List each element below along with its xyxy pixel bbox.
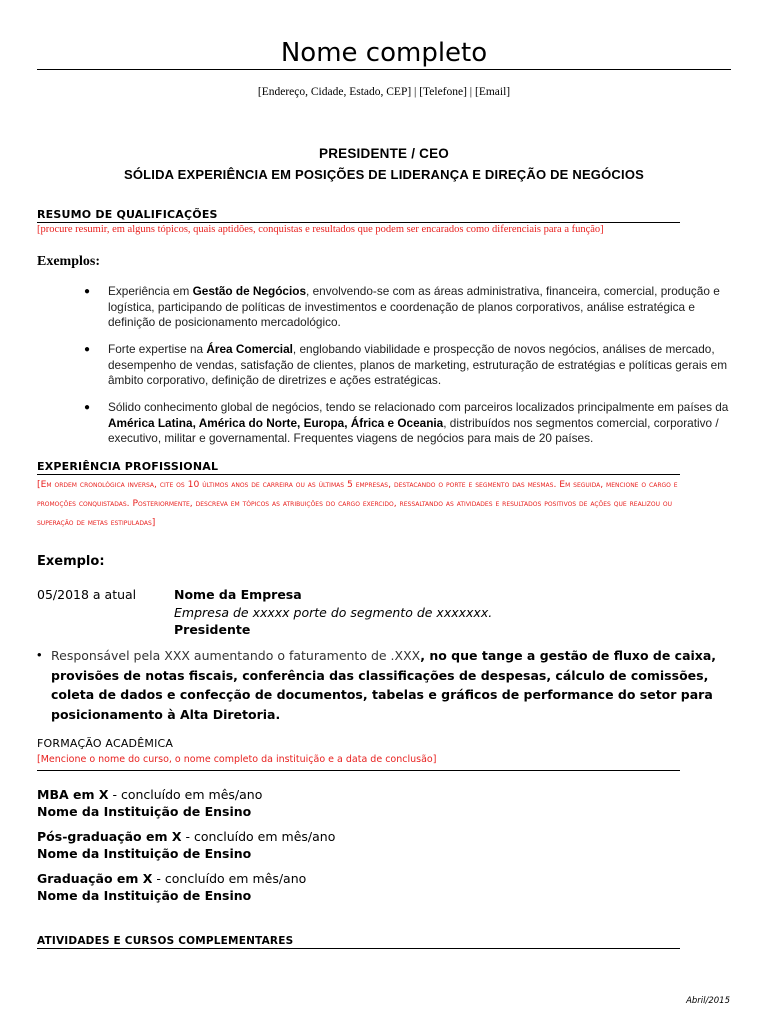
activities-heading: ATIVIDADES E CURSOS COMPLEMENTARES (37, 935, 294, 947)
bullet-marker: ● (84, 344, 91, 355)
summary-bullet: Experiência em Gestão de Negócios, envolvendo-se com as áreas administrativa, financeira, comercial, produção e logística, participando de políticas de investimentos e coordenação de planos corporativos, análise estratégica e definição de posicionamento mercadológico. (108, 284, 720, 330)
education-heading: FORMAÇÃO ACADÊMICA (37, 737, 174, 750)
experience-heading: EXPERIÊNCIA PROFISSIONAL (37, 460, 219, 473)
summary-bullet: Forte expertise na Área Comercial, englobando viabilidade e prospecção de novos negócios, análises de mercado, desempenho de vendas, satisfação de clientes, planos de marketing, estruturação de estratégias e políticas gerais em âmbito corporativo, definição de diretrizes e ações estratégicas. (108, 342, 728, 388)
example-label: Exemplo: (37, 554, 105, 569)
summary-rule (37, 222, 680, 223)
education-instruction: [Mencione o nome do curso, o nome completo da instituição e a data de conclusão] (37, 754, 437, 765)
education-institution: Nome da Instituição de Ensino (37, 888, 252, 903)
summary-instruction: [procure resumir, em alguns tópicos, quais aptidões, conquistas e resultados que podem ser encarados como diferenciais para a função] (37, 224, 604, 235)
role-title: PRESIDENTE / CEO (319, 146, 449, 161)
role-subtitle: SÓLIDA EXPERIÊNCIA EM POSIÇÕES DE LIDERANÇA E DIREÇÃO DE NEGÓCIOS (123, 167, 645, 182)
full-name: Nome completo (280, 38, 488, 68)
education-rule (37, 770, 680, 771)
contact-line: [Endereço, Cidade, Estado, CEP] | [Telefone] | [Email] (257, 86, 511, 98)
education-institution: Nome da Instituição de Ensino (37, 804, 252, 819)
experience-instruction: [Em ordem cronológica inversa, cite os 10 últimos anos de carreira ou as últimas 5 empresas, destacando o porte e segmento das mesmas. Em seguida, mencione o cargo e promoções conquistadas. Posteriormente, descreva em tópicos as atribuições do cargo exercido, ressaltando as atividades e resultados positivos de ações que realizou ou superação de metas estipuladas] (37, 479, 678, 528)
company-description: Empresa de xxxxx porte do segmento de xxxxxxx. (174, 605, 493, 620)
header-rule (37, 69, 731, 70)
bullet-marker: ● (84, 286, 91, 297)
company-name: Nome da Empresa (174, 587, 302, 602)
education-institution: Nome da Instituição de Ensino (37, 846, 252, 861)
examples-label: Exemplos: (37, 254, 100, 269)
job-date: 05/2018 a atual (37, 587, 137, 602)
education-course: MBA em X - concluído em mês/ano (37, 787, 263, 802)
education-course: Pós-graduação em X - concluído em mês/ano (37, 829, 336, 844)
education-course: Graduação em X - concluído em mês/ano (37, 871, 307, 886)
bullet-marker: ● (84, 402, 91, 413)
job-responsibility: Responsável pela XXX aumentando o faturamento de .XXX, no que tange a gestão de fluxo de caixa, provisões de notas fiscais, conferência das classificações de despesas, cálculo de comissões, coleta de dados e confecção de documentos, tabelas e gráficos de performance do setor para posicionamento à Alta Diretoria. (51, 648, 717, 722)
job-position: Presidente (174, 622, 251, 637)
footer-date: Abril/2015 (686, 996, 730, 1006)
summary-bullet: Sólido conhecimento global de negócios, tendo se relacionado com parceiros localizados principalmente em países da América Latina, América do Norte, Europa, África e Oceania, distribuídos nos segmentos comercial, corporativo / executivo, militar e governamental. Frequentes viagens de negócios para mais de 20 países. (108, 400, 729, 446)
bullet-marker: • (37, 647, 42, 662)
summary-heading: RESUMO DE QUALIFICAÇÕES (37, 208, 218, 221)
activities-rule (37, 948, 680, 949)
